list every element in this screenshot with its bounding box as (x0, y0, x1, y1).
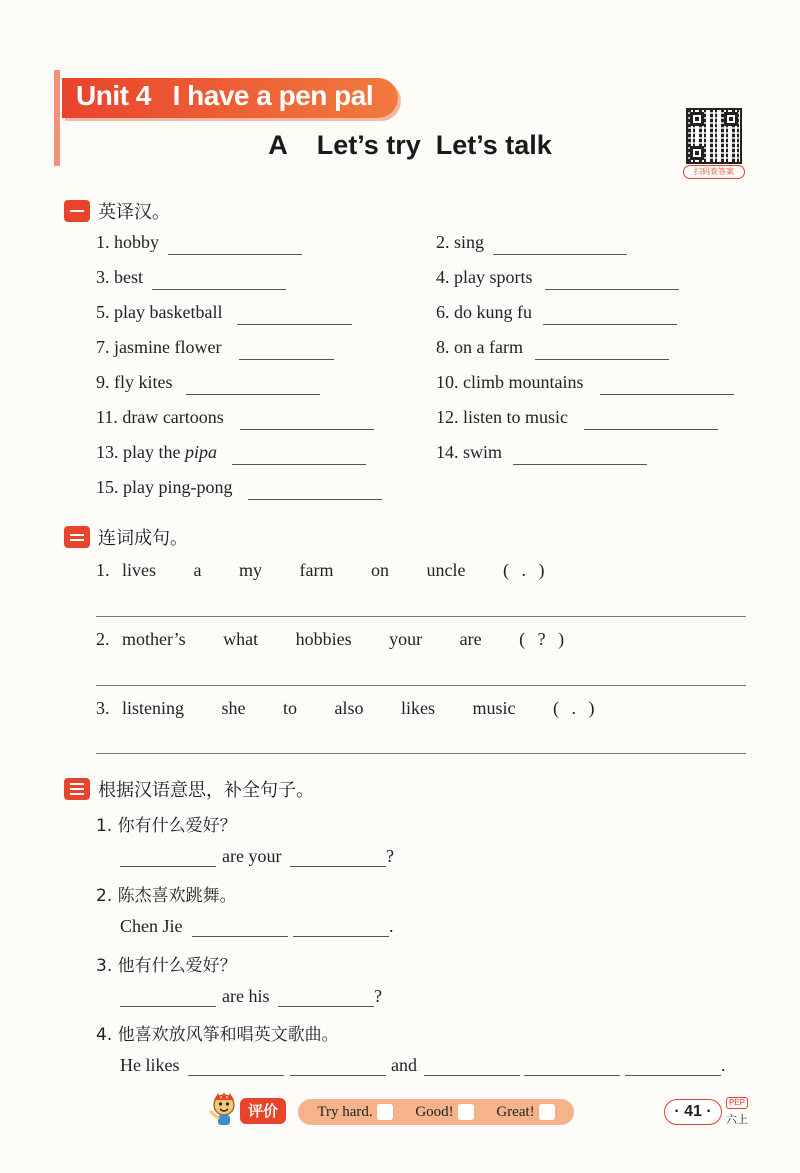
answer-blank[interactable] (240, 429, 374, 430)
sentence-fragment: and (391, 1055, 417, 1075)
vocab-item: 3. best (96, 267, 143, 287)
answer-blank[interactable] (186, 394, 320, 395)
sentence-fragment: Chen Jie (120, 916, 183, 936)
italic-word: pipa (184, 442, 217, 462)
series-badge: PEP (726, 1097, 748, 1109)
vocab-item: 1. hobby (96, 232, 159, 252)
vocab-item: 9. fly kites (96, 372, 173, 392)
chinese-prompt: 2. 陈杰喜欢跳舞。 (96, 886, 237, 906)
chinese-prompt: 3. 他有什么爱好？ (96, 956, 237, 976)
answer-line[interactable] (96, 753, 746, 754)
vocab-item: 2. sing (436, 232, 485, 252)
vocab-item: 4. play sports (436, 267, 533, 287)
rating-option-good[interactable]: Good! (415, 1104, 473, 1121)
unit-title: Unit 4 I have a pen pal (76, 80, 374, 111)
chinese-prompt: 4. 他喜欢放风筝和唱英文歌曲。 (96, 1025, 339, 1045)
answer-blank[interactable] (278, 1006, 374, 1007)
answer-line[interactable] (96, 616, 746, 617)
page-number: · 41 · (664, 1099, 722, 1125)
answer-blank[interactable] (290, 1075, 386, 1076)
part-two-title: 连词成句。 (98, 528, 188, 549)
vocab-item: 8. on a farm (436, 337, 523, 357)
checkbox-icon[interactable] (377, 1104, 393, 1120)
vocab-item: 15. play ping-pong (96, 477, 233, 497)
answer-blank[interactable] (543, 324, 677, 325)
evaluation-label: 评价 (240, 1098, 286, 1124)
qr-code-label: 扫码查答案 (683, 165, 745, 179)
answer-blank[interactable] (120, 866, 216, 867)
sentence-fragment: . (721, 1055, 726, 1075)
vocab-item: 11. draw cartoons (96, 407, 224, 427)
answer-blank[interactable] (188, 1075, 284, 1076)
answer-blank[interactable] (535, 359, 669, 360)
answer-blank[interactable] (239, 359, 334, 360)
answer-blank[interactable] (152, 289, 286, 290)
vocab-item: 7. jasmine flower (96, 337, 222, 357)
sentence-fragment: ? (374, 986, 382, 1006)
vocab-item: 14. swim (436, 442, 503, 462)
sentence-fragment: are his (222, 986, 270, 1006)
vocab-item: 13. play the pipa (96, 442, 217, 462)
number-three-icon (64, 778, 90, 800)
chinese-prompt: 1. 你有什么爱好？ (96, 816, 237, 836)
answer-blank[interactable] (293, 936, 389, 937)
grade-label: 六上 (726, 1113, 748, 1126)
vocab-item: 6. do kung fu (436, 302, 532, 322)
rating-option-try-hard[interactable]: Try hard. (317, 1104, 392, 1121)
part-three-title: 根据汉语意思，补全句子。 (98, 780, 314, 801)
sentence-fragment: ? (386, 846, 394, 866)
scrambled-sentence: 2. mother’s what hobbies your are ( ? ) (96, 629, 565, 649)
part-one-title: 英译汉。 (98, 202, 170, 223)
answer-blank[interactable] (237, 324, 352, 325)
answer-blank[interactable] (625, 1075, 721, 1076)
vocab-item: 12. listen to music (436, 407, 568, 427)
answer-blank[interactable] (290, 866, 386, 867)
rating-option-great[interactable]: Great! (496, 1104, 554, 1121)
answer-blank[interactable] (120, 1006, 216, 1007)
answer-blank[interactable] (513, 464, 647, 465)
section-title: A Let’s try Let’s talk (268, 130, 552, 160)
answer-blank[interactable] (168, 254, 302, 255)
answer-blank[interactable] (600, 394, 734, 395)
answer-blank[interactable] (493, 254, 627, 255)
vocab-item: 10. climb mountains (436, 372, 584, 392)
answer-line[interactable] (96, 685, 746, 686)
answer-blank[interactable] (524, 1075, 620, 1076)
sentence-fragment: . (389, 916, 394, 936)
part-two-heading (64, 524, 188, 550)
answer-blank[interactable] (545, 289, 679, 290)
scrambled-sentence: 1. lives a my farm on uncle ( . ) (96, 560, 545, 580)
answer-blank[interactable] (584, 429, 718, 430)
mascot-icon (208, 1092, 240, 1128)
number-one-icon (64, 200, 90, 222)
qr-code-icon[interactable] (686, 108, 742, 164)
answer-blank[interactable] (192, 936, 288, 937)
sentence-fragment: are your (222, 846, 282, 866)
vocab-item: 5. play basketball (96, 302, 223, 322)
sentence-fragment: He likes (120, 1055, 180, 1075)
evaluation-bar (298, 1099, 574, 1125)
part-one-heading (64, 198, 170, 224)
checkbox-icon[interactable] (458, 1104, 474, 1120)
answer-blank[interactable] (232, 464, 366, 465)
part-three-heading (64, 776, 314, 802)
answer-blank[interactable] (248, 499, 382, 500)
answer-blank[interactable] (424, 1075, 520, 1076)
scrambled-sentence: 3. listening she to also likes music ( . ) (96, 698, 595, 718)
number-two-icon (64, 526, 90, 548)
checkbox-icon[interactable] (539, 1104, 555, 1120)
